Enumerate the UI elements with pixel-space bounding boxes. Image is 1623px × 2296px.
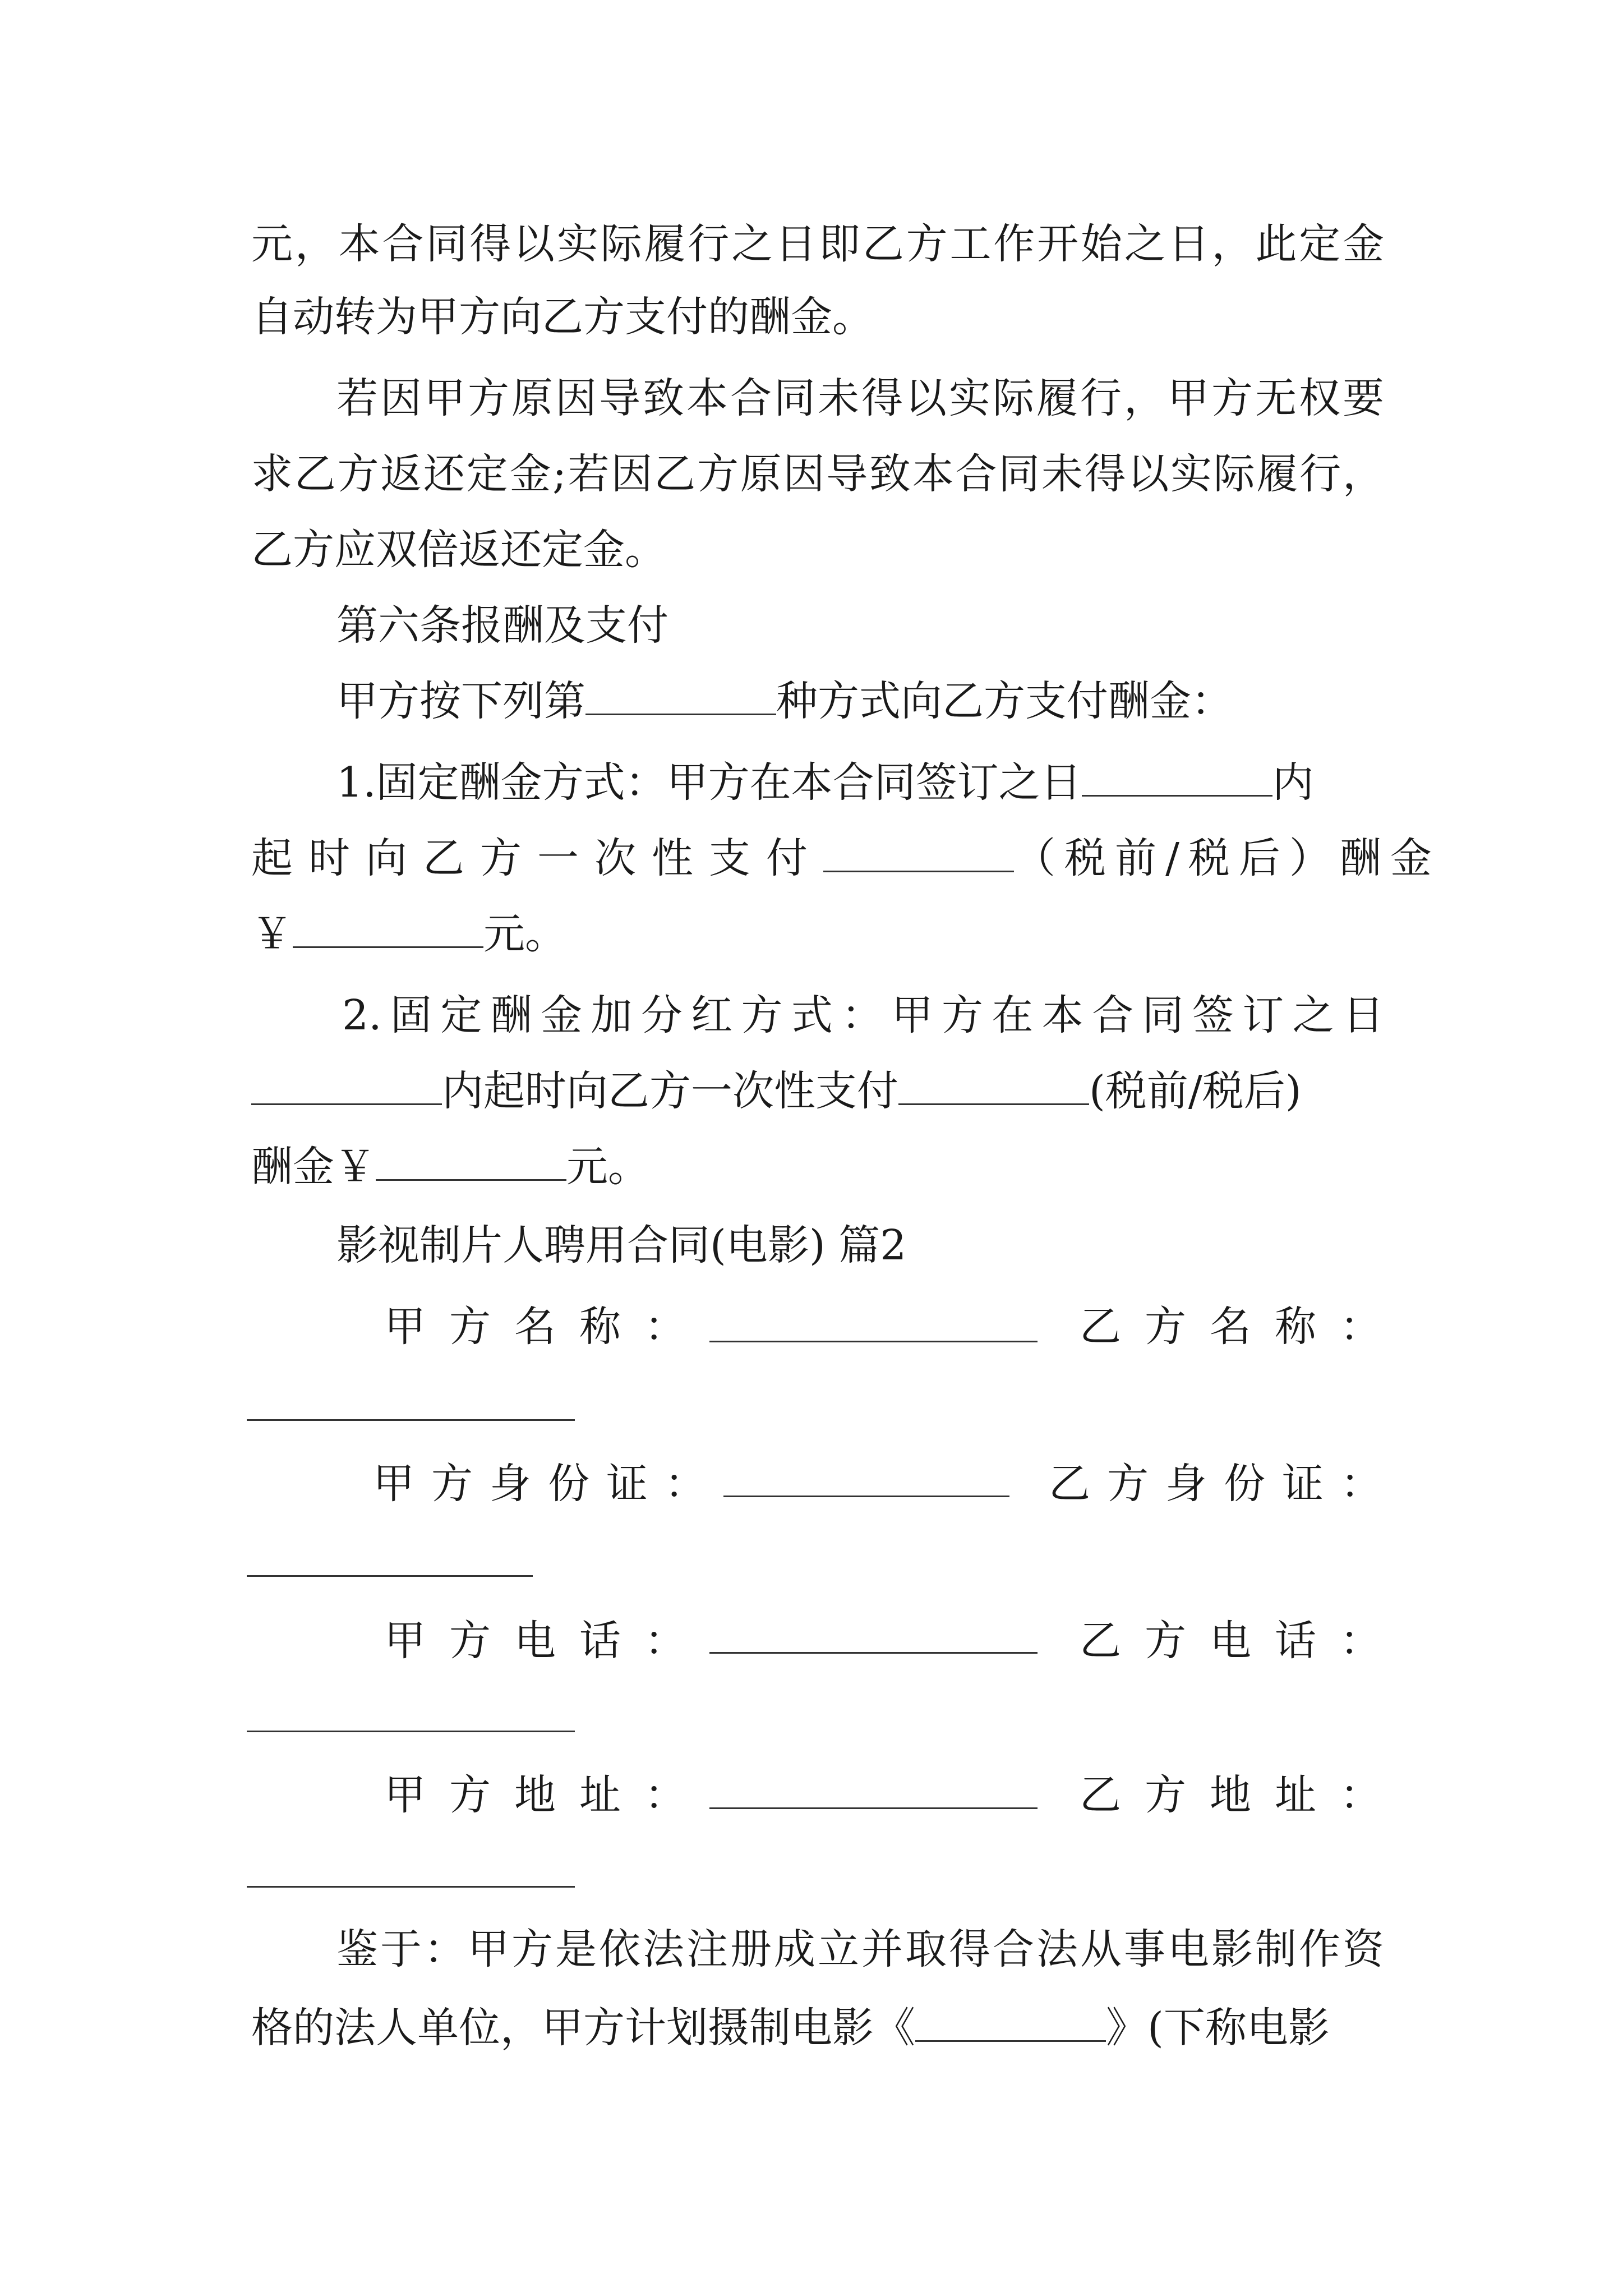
party-b-address-blank[interactable] xyxy=(247,1886,575,1888)
paragraph-line: 求乙方返还定金;若因乙方原因导致本合同未得以实际履行， xyxy=(251,450,1384,498)
option2-text: (税前/税后) xyxy=(1089,1067,1302,1115)
amount-blank[interactable] xyxy=(293,912,483,948)
option1-text: 元。 xyxy=(483,910,566,958)
option1-text: （税前/税后）酬金 xyxy=(1014,834,1441,882)
paragraph-line: 乙方应双倍返还定金。 xyxy=(251,526,666,574)
option1-text: 1.固定酬金方式：甲方在本合同签订之日 xyxy=(336,758,1082,807)
party-a-address-label: 甲方地址： xyxy=(384,1771,709,1819)
party-a-name-label: 甲方名称： xyxy=(384,1303,709,1351)
date-blank[interactable] xyxy=(1082,760,1272,797)
party-a-phone-label: 甲方电话： xyxy=(384,1617,709,1665)
whereas-text: 》(下称电影 xyxy=(1106,2004,1330,2052)
option1-text: 起时向乙方一次性支付 xyxy=(251,834,823,882)
film-title-blank[interactable] xyxy=(915,2005,1106,2042)
amount-blank[interactable] xyxy=(376,1144,566,1181)
option1-line xyxy=(251,903,1384,965)
party-b-name-label: 乙方名称： xyxy=(1080,1303,1405,1351)
option1-line xyxy=(336,752,1384,813)
paragraph-line: 元，本合同得以实际履行之日即乙方工作开始之日，此定金 xyxy=(251,220,1384,268)
paragraph-line: 鉴于：甲方是依法注册成立并取得合法从事电影制作资 xyxy=(336,1925,1384,1973)
payment-intro xyxy=(336,670,1384,732)
party-a-name-blank[interactable] xyxy=(709,1341,1038,1342)
paragraph-line xyxy=(251,1997,1384,2059)
amount-blank[interactable] xyxy=(823,836,1014,872)
article-heading: 第六条报酬及支付 xyxy=(336,601,668,650)
currency-symbol: ￥ xyxy=(251,910,293,958)
date-blank[interactable] xyxy=(251,1069,442,1105)
payment-method-blank[interactable] xyxy=(585,679,776,715)
section-title: 影视制片人聘用合同(电影) 篇2 xyxy=(336,1221,907,1269)
party-b-phone-blank[interactable] xyxy=(247,1731,575,1732)
party-a-id-label: 甲方身份证： xyxy=(373,1460,723,1508)
option2-line xyxy=(251,1136,1384,1198)
paragraph-line: 若因甲方原因导致本合同未得以实际履行，甲方无权要 xyxy=(336,374,1384,422)
option1-text: 内 xyxy=(1272,758,1314,807)
party-b-id-label: 乙方身份证： xyxy=(1049,1460,1399,1508)
option2-line xyxy=(251,1060,1384,1122)
option2-line: 2.固定酬金加分红方式：甲方在本合同签订之日 xyxy=(342,991,1384,1039)
option1-line xyxy=(251,827,1441,889)
party-b-id-blank[interactable] xyxy=(247,1575,533,1577)
party-b-address-label: 乙方地址： xyxy=(1080,1771,1405,1819)
payment-intro-text: 种方式向乙方支付酬金： xyxy=(776,677,1233,725)
party-a-address-blank[interactable] xyxy=(709,1807,1038,1809)
option2-text: 元。 xyxy=(566,1143,649,1191)
paragraph-line: 自动转为甲方向乙方支付的酬金。 xyxy=(251,293,874,341)
whereas-text: 格的法人单位，甲方计划摄制电影《 xyxy=(251,2004,915,2052)
option2-text: 酬金￥ xyxy=(251,1143,376,1191)
payment-intro-text: 甲方按下列第 xyxy=(336,677,585,725)
party-a-phone-blank[interactable] xyxy=(709,1652,1038,1654)
party-b-phone-label: 乙方电话： xyxy=(1080,1617,1405,1665)
amount-blank[interactable] xyxy=(898,1069,1089,1105)
option2-text: 内起时向乙方一次性支付 xyxy=(442,1067,898,1115)
party-a-id-blank[interactable] xyxy=(723,1496,1009,1497)
party-b-name-blank[interactable] xyxy=(247,1419,575,1421)
